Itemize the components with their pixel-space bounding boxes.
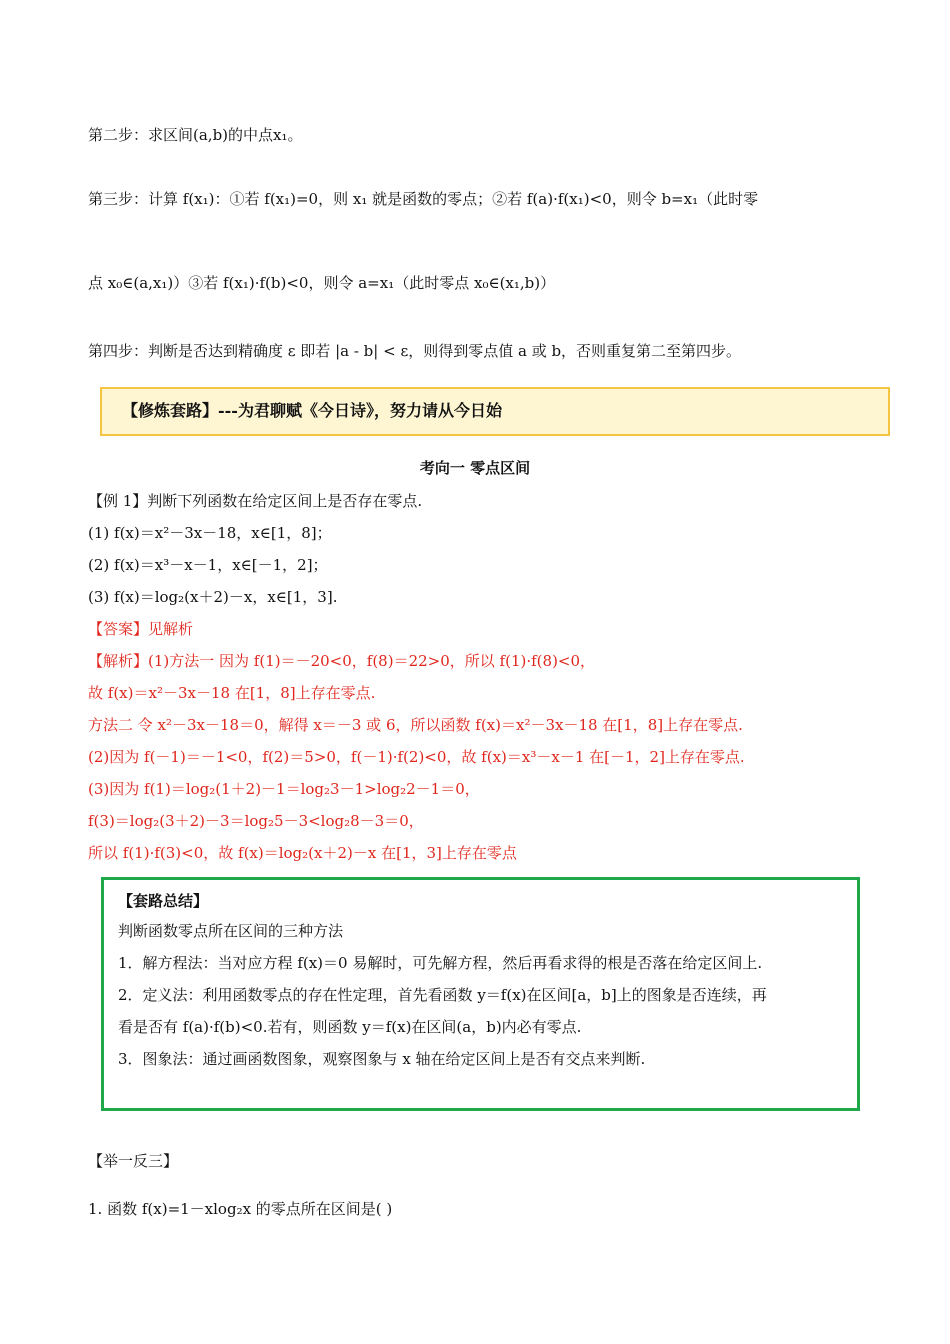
section-title: 考向一 零点区间 [419,459,531,477]
example-item-2: (2) f(x)＝x³－x－1，x∈[－1，2]； [88,556,328,574]
step3-text-line1: 第三步：计算 f(x₁)：①若 f(x₁)=0，则 x₁ 就是函数的零点；②若 f(a)·f(x₁)<0，则令 b=x₁（此时零 [88,190,759,208]
example-item-1: (1) f(x)＝x²－3x－18，x∈[1，8]； [88,524,332,542]
step2-text: 第二步：求区间(a,b)的中点x₁。 [88,126,303,144]
solution-line: 方法二 令 x²－3x－18＝0，解得 x＝－3 或 6，所以函数 f(x)＝x²－3x－18 在[1，8]上存在零点. [88,716,743,734]
banner-text: ---为君聊赋《今日诗》，努力请从今日始 [218,401,502,420]
step4-text: 第四步：判断是否达到精确度 ε 即若 |a - b| < ε，则得到零点值 a 或 b，否则重复第二至第四步。 [88,342,742,360]
practice-title: 【举一反三】 [88,1152,179,1170]
summary-subtitle: 判断函数零点所在区间的三种方法 [118,922,344,940]
practice-question-1: 1. 函数 f(x)=1－xlog₂x 的零点所在区间是( ) [88,1200,393,1218]
solution-line: 【解析】(1)方法一 因为 f(1)＝－20<0，f(8)＝22>0，所以 f(1)·f(8)<0， [88,652,596,670]
solution-line: 所以 f(1)·f(3)<0，故 f(x)＝log₂(x＋2)－x 在[1，3]上存在零点 [88,844,517,862]
summary-line: 2．定义法：利用函数零点的存在性定理，首先看函数 y＝f(x)在区间[a，b]上的图象是否连续，再 [118,986,767,1004]
example-item-3: (3) f(x)＝log₂(x＋2)－x，x∈[1，3]. [88,588,338,606]
summary-line: 1．解方程法：当对应方程 f(x)＝0 易解时，可先解方程，然后再看求得的根是否落在给定区间上. [118,954,763,972]
summary-line: 看是否有 f(a)·f(b)<0.若有，则函数 y＝f(x)在区间(a，b)内必有零点. [118,1018,582,1036]
step3-text-line2: 点 x₀∈(a,x₁)）③若 f(x₁)·f(b)<0，则令 a=x₁（此时零点 x₀∈(x₁,b)） [88,274,556,292]
example-intro: 【例 1】判断下列函数在给定区间上是否存在零点. [88,492,423,510]
banner-label: 【修炼套路】 [122,401,219,420]
summary-box [101,877,860,1111]
xiulian-taolu-banner [100,387,890,436]
solution-line: f(3)＝log₂(3＋2)－3＝log₂5－3<log₂8－3＝0， [88,812,424,830]
answer-line: 【答案】见解析 [88,620,194,638]
summary-line: 3．图象法：通过画函数图象，观察图象与 x 轴在给定区间上是否有交点来判断. [118,1050,646,1068]
solution-line: (3)因为 f(1)＝log₂(1＋2)－1＝log₂3－1>log₂2－1＝0， [88,780,480,798]
summary-title: 【套路总结】 [118,892,209,910]
solution-line: (2)因为 f(－1)＝－1<0，f(2)＝5>0，f(－1)·f(2)<0，故 f(x)＝x³－x－1 在[－1，2]上存在零点. [88,748,745,766]
solution-line: 故 f(x)＝x²－3x－18 在[1，8]上存在零点. [88,684,376,702]
